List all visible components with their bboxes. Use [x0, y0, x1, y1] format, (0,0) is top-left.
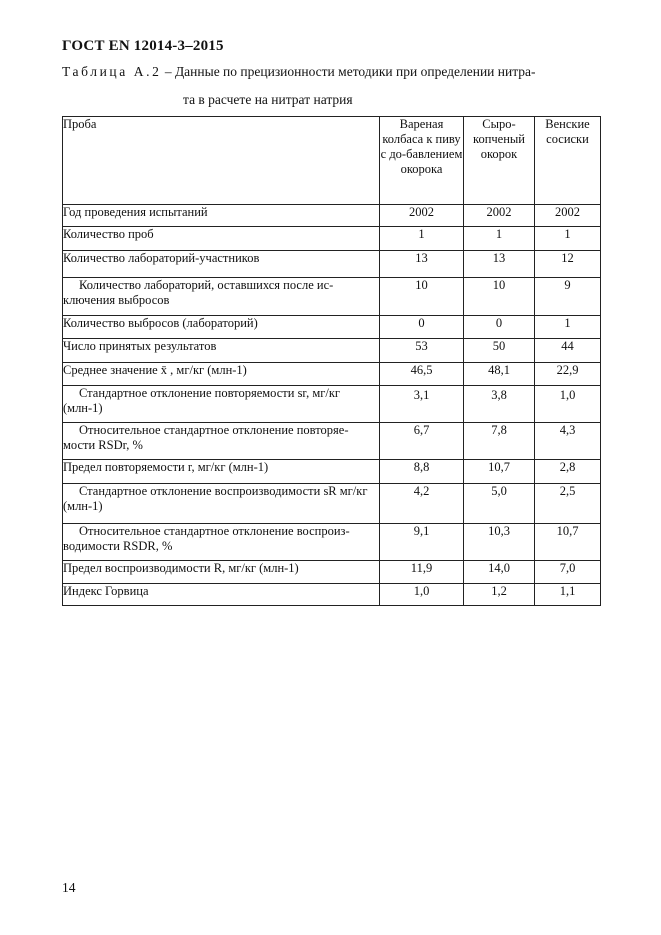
table-row: [63, 205, 601, 227]
cell-value: 3,1: [380, 386, 464, 423]
table-caption-line2: та в расчете на нитрат натрия: [183, 92, 353, 107]
row-label: Стандартное отклонение повторяемости sr, мг/кг (млн-1): [63, 386, 380, 423]
table-row: [63, 251, 601, 278]
cell-value: 5,0: [464, 484, 535, 524]
cell-value: 3,8: [464, 386, 535, 423]
cell-value: 1: [535, 316, 601, 339]
table-caption-label: Таблица А.2: [62, 64, 162, 79]
header-cooked-sausage: Вареная колбаса к пиву с до-бавлением окорока: [380, 117, 464, 205]
table-row: [63, 316, 601, 339]
precision-data-table: [62, 116, 601, 606]
header-raw-smoked-ham: Сыро-копченый окорок: [464, 117, 535, 205]
document-code: ГОСТ EN 12014-3–2015: [62, 38, 224, 54]
cell-value: 13: [380, 251, 464, 278]
cell-value: 9,1: [380, 524, 464, 561]
table-row: [63, 278, 601, 316]
cell-value: 1: [464, 227, 535, 251]
cell-value: 13: [464, 251, 535, 278]
table-row: [63, 584, 601, 606]
cell-value: 9: [535, 278, 601, 316]
table-row: [63, 363, 601, 386]
cell-value: 10,3: [464, 524, 535, 561]
cell-value: 4,3: [535, 423, 601, 460]
cell-value: 2002: [535, 205, 601, 227]
cell-value: 46,5: [380, 363, 464, 386]
header-vienna-sausages: Венские сосиски: [535, 117, 601, 205]
table-row: [63, 460, 601, 484]
row-label: Относительное стандартное отклонение воспроиз-водимости RSDR, %: [63, 524, 380, 561]
row-label: Относительное стандартное отклонение повторяе-мости RSDr, %: [63, 423, 380, 460]
table-caption-line1: [62, 64, 536, 80]
page-number: 14: [62, 880, 76, 895]
cell-value: 11,9: [380, 561, 464, 584]
row-label: Количество лабораторий, оставшихся после ис-ключения выбросов: [63, 278, 380, 316]
table-header-row: [63, 117, 601, 205]
table-row: [63, 386, 601, 423]
table-row: [63, 227, 601, 251]
cell-value: 1: [380, 227, 464, 251]
cell-value: 6,7: [380, 423, 464, 460]
row-label: Стандартное отклонение воспроизводимости sR мг/кг (млн-1): [63, 484, 380, 524]
cell-value: 1,0: [380, 584, 464, 606]
cell-value: 53: [380, 339, 464, 363]
cell-value: 50: [464, 339, 535, 363]
row-label: Число принятых результатов: [63, 339, 380, 363]
cell-value: 8,8: [380, 460, 464, 484]
row-label: Среднее значение x̄ , мг/кг (млн-1): [63, 363, 380, 386]
cell-value: 1,0: [535, 386, 601, 423]
table-row: [63, 561, 601, 584]
cell-value: 12: [535, 251, 601, 278]
table-row: [63, 484, 601, 524]
table-row: [63, 524, 601, 561]
cell-value: 10: [464, 278, 535, 316]
table-caption-text: – Данные по прецизионности методики при определении нитра-: [161, 64, 536, 79]
cell-value: 10,7: [464, 460, 535, 484]
table-row: [63, 423, 601, 460]
cell-value: 2,8: [535, 460, 601, 484]
row-label: Количество проб: [63, 227, 380, 251]
cell-value: 2002: [380, 205, 464, 227]
cell-value: 7,0: [535, 561, 601, 584]
row-label: Предел повторяемости r, мг/кг (млн-1): [63, 460, 380, 484]
header-sample: Проба: [63, 117, 380, 205]
cell-value: 1: [535, 227, 601, 251]
cell-value: 10: [380, 278, 464, 316]
cell-value: 4,2: [380, 484, 464, 524]
cell-value: 7,8: [464, 423, 535, 460]
cell-value: 0: [380, 316, 464, 339]
cell-value: 0: [464, 316, 535, 339]
cell-value: 44: [535, 339, 601, 363]
cell-value: 22,9: [535, 363, 601, 386]
cell-value: 2,5: [535, 484, 601, 524]
cell-value: 14,0: [464, 561, 535, 584]
row-label: Предел воспроизводимости R, мг/кг (млн-1): [63, 561, 380, 584]
cell-value: 1,1: [535, 584, 601, 606]
row-label: Индекс Горвица: [63, 584, 380, 606]
row-label: Количество выбросов (лабораторий): [63, 316, 380, 339]
cell-value: 48,1: [464, 363, 535, 386]
cell-value: 2002: [464, 205, 535, 227]
cell-value: 1,2: [464, 584, 535, 606]
cell-value: 10,7: [535, 524, 601, 561]
table-row: [63, 339, 601, 363]
row-label: Год проведения испытаний: [63, 205, 380, 227]
row-label: Количество лабораторий-участников: [63, 251, 380, 278]
